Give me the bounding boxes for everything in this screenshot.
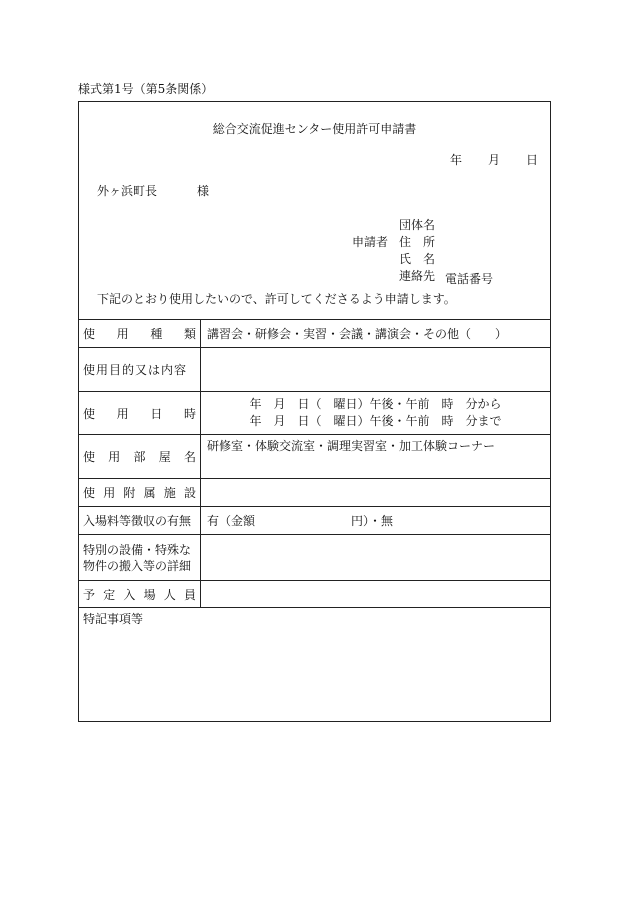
label-fee: 入場料等徴収の有無 — [79, 507, 201, 535]
label-notes: 特記事項等 — [83, 612, 144, 626]
label-room — [79, 435, 201, 479]
row-purpose — [79, 348, 551, 392]
date-day: 日 — [525, 153, 538, 167]
label-datetime — [79, 392, 201, 435]
label-equipment — [79, 535, 201, 581]
applicant-heading: 申請者 — [352, 235, 389, 249]
document-title: 総合交流促進センター使用許可申請書 — [212, 122, 417, 136]
row-room — [79, 435, 551, 479]
value-usage-type[interactable]: 講習会・研修会・実習・会議・講演会・その他（ ） — [201, 320, 551, 348]
value-equipment[interactable] — [201, 535, 551, 581]
notes-area[interactable] — [79, 608, 551, 720]
value-purpose[interactable] — [201, 348, 551, 392]
row-usage-type — [79, 320, 551, 348]
value-fee[interactable]: 有（金額 円）・無 — [201, 507, 551, 535]
applicant-phone: 電話番号 — [445, 272, 494, 286]
datetime-to: 年 月 日（ 曜日）午後・午前 時 分まで — [249, 414, 502, 428]
application-form — [78, 101, 551, 722]
date-month: 月 — [487, 153, 500, 167]
row-equipment — [79, 535, 551, 581]
equipment-label-line1: 特別の設備・特殊な — [83, 542, 192, 557]
date-year: 年 — [449, 153, 462, 167]
addressee — [97, 182, 209, 199]
value-attendees[interactable] — [201, 581, 551, 608]
row-facilities — [79, 479, 551, 507]
value-room[interactable]: 研修室・体験交流室・調理実習室・加工体験コーナー — [201, 435, 551, 479]
usage-type-label-chars: 使 用 種 類 — [83, 327, 196, 341]
row-datetime — [79, 392, 551, 435]
applicant-group-name: 団体名 — [399, 218, 436, 232]
label-purpose: 使用目的又は内容 — [79, 348, 201, 392]
applicant-contact: 連絡先 — [399, 269, 436, 283]
applicant-person-name: 氏 名 — [399, 252, 436, 266]
value-datetime[interactable] — [201, 392, 551, 435]
applicant-address: 住 所 — [399, 235, 436, 249]
equipment-label-line2: 物件の搬入等の詳細 — [83, 558, 192, 573]
datetime-label-chars: 使 用 日 時 — [83, 406, 196, 421]
addressee-name: 外ヶ浜町長 — [97, 184, 158, 198]
request-statement: 下記のとおり使用したいので、許可してくださるよう申請します。 — [97, 292, 456, 306]
usage-details-table — [78, 319, 551, 720]
attendees-label-chars: 予 定 入 場 人 員 — [83, 587, 196, 602]
date-line — [450, 151, 538, 168]
label-facilities — [79, 479, 201, 507]
room-label-chars: 使 用 部 屋 名 — [83, 450, 196, 464]
row-fee — [79, 507, 551, 535]
label-attendees — [79, 581, 201, 608]
row-notes — [79, 608, 551, 720]
addressee-honorific: 様 — [197, 184, 210, 198]
form-number-label: 様式第1号（第5条関係） — [78, 82, 214, 96]
row-attendees — [79, 581, 551, 608]
facilities-label-chars: 使 用 附 属 施 設 — [83, 486, 196, 500]
datetime-from: 年 月 日（ 曜日）午後・午前 時 分から — [249, 397, 502, 411]
value-facilities[interactable] — [201, 479, 551, 507]
label-usage-type — [79, 320, 201, 348]
